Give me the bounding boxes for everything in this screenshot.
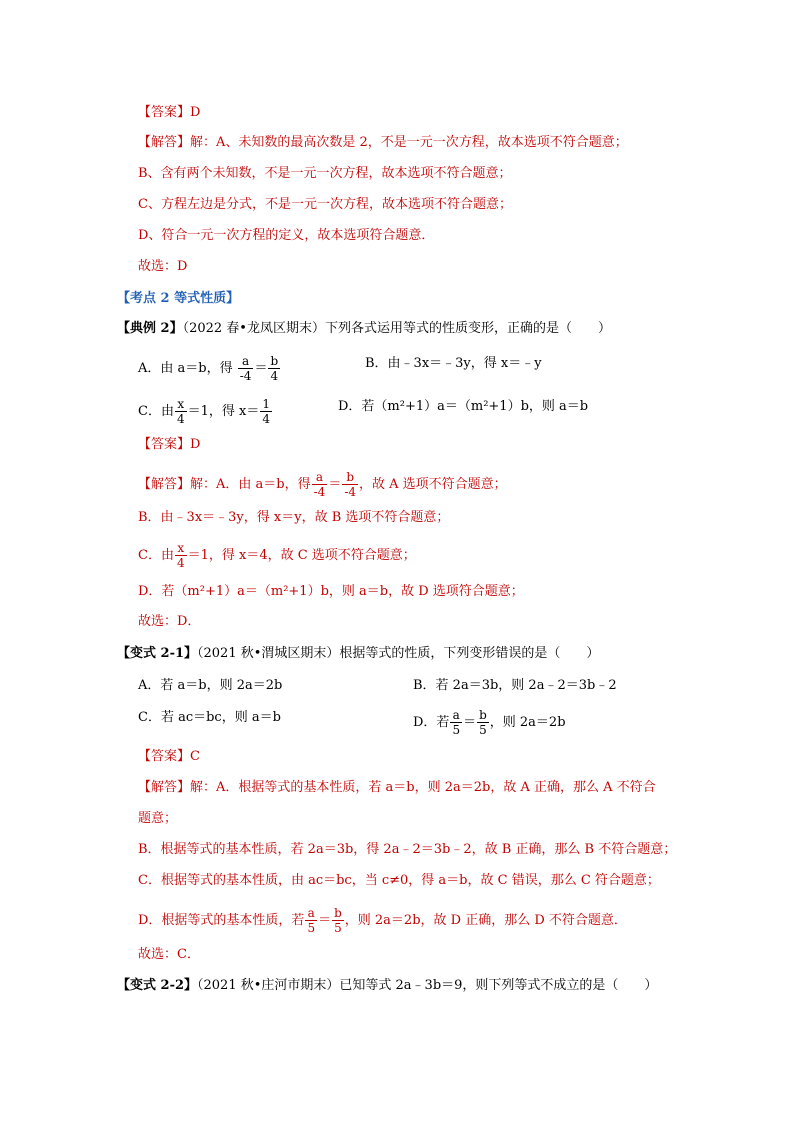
option-a (138, 354, 281, 383)
fraction-denominator: 4 (176, 556, 185, 570)
fraction-denominator: 4 (270, 369, 279, 383)
fraction (332, 906, 344, 935)
conclusion-line: 故选：D． (138, 614, 201, 629)
analysis-line-1 (138, 778, 656, 798)
question-text: （2021 秋•庄河市期末）已知等式 2a﹣3b＝9，则下列等式不成立的是（ ） (197, 978, 658, 993)
analysis-text: 解：A．由 a＝b，得 (190, 477, 311, 492)
fraction-denominator: 5 (452, 723, 461, 737)
fraction (260, 397, 272, 426)
option-b: B．由﹣3x＝﹣3y，得 x＝﹣y (365, 356, 542, 371)
answer-value: D (190, 437, 201, 452)
answer-line (138, 435, 200, 455)
fraction-denominator: -4 (313, 485, 326, 499)
question-stem (117, 976, 657, 996)
fraction (342, 470, 358, 499)
question-label: 【变式 2-2】 (117, 978, 198, 993)
fraction-denominator: 4 (262, 412, 270, 426)
fraction-numerator: a (305, 906, 317, 921)
analysis-text: ，则 2a＝2b，故 D 正确，那么 D 不符合题意． (344, 913, 627, 928)
fraction-denominator: 5 (307, 921, 316, 935)
fraction (477, 708, 489, 737)
analysis-line-2: B．根据等式的基本性质，若 2a＝3b，得 2a﹣2＝3b﹣2，故 B 正确，那么 B 不符合题意； (138, 842, 677, 857)
option-c: C．若 ac＝bc，则 a＝b (138, 710, 281, 725)
fraction (175, 397, 187, 426)
analysis-line-2: B、含有两个未知数，不是一元一次方程，故本选项不符合题意； (138, 166, 512, 181)
fraction-numerator: b (342, 470, 358, 485)
option-c (138, 397, 273, 426)
answer-value: D (190, 105, 201, 120)
fraction (312, 470, 328, 499)
answer-label: 【答案】 (138, 749, 191, 764)
fraction-denominator: -4 (239, 369, 252, 383)
fraction-numerator: b (270, 354, 279, 368)
section-heading: 【考点 2 等式性质】 (117, 291, 240, 306)
analysis-line-4 (138, 906, 627, 935)
equals-sign: ＝ (318, 913, 332, 928)
fraction-denominator: 4 (176, 412, 185, 426)
question-text: （2021 秋•渭城区期末）根据等式的性质，下列变形错误的是（ ） (197, 646, 600, 661)
fraction-numerator: b (479, 708, 487, 722)
analysis-text: D．根据等式的基本性质，若 (138, 913, 305, 928)
answer-value: C (190, 749, 200, 764)
fraction-denominator: 5 (479, 723, 487, 737)
option-b: B．若 2a＝3b，则 2a﹣2＝3b﹣2 (413, 678, 617, 693)
question-stem (117, 319, 611, 339)
answer-label: 【答案】 (138, 105, 191, 120)
analysis-line-3 (138, 541, 416, 570)
option-a: A．若 a＝b，则 2a＝2b (138, 678, 283, 693)
answer-line (138, 103, 200, 123)
analysis-line-3: C、方程左边是分式，不是一元一次方程，故本选项不符合题意； (138, 197, 512, 212)
equals-sign: ＝ (463, 715, 477, 730)
question-stem (117, 644, 599, 664)
analysis-text: 解：A．根据等式的基本性质，若 a＝b，则 2a＝2b，故 A 正确，那么 A 不符合 (190, 780, 656, 795)
answer-line (138, 747, 200, 767)
fraction (238, 354, 254, 383)
conclusion-line: 故选：D (138, 259, 188, 274)
fraction-denominator: 5 (334, 921, 342, 935)
option-a-text: A．由 a＝b，得 (138, 361, 233, 376)
answer-label: 【答案】 (138, 437, 191, 452)
analysis-text: 解：A、未知数的最高次数是 2，不是一元一次方程，故本选项不符合题意； (190, 135, 628, 150)
fraction-denominator: -4 (344, 485, 357, 499)
fraction-numerator: 1 (262, 397, 270, 411)
analysis-line-2: B．由﹣3x＝﹣3y，得 x＝y，故 B 选项不符合题意； (138, 510, 450, 525)
conclusion-line: 故选：C． (138, 947, 200, 962)
analysis-line-3: C．根据等式的基本性质，由 ac＝bc，当 c≠0，得 a＝b，故 C 错误，那么 C 符合题意； (138, 873, 660, 888)
fraction (450, 708, 462, 737)
option-d: D．若（m²+1）a＝（m²+1）b，则 a＝b (338, 399, 589, 414)
analysis-label: 【解答】 (138, 780, 191, 795)
fraction (175, 541, 187, 570)
question-label: 【典例 2】 (117, 321, 183, 336)
option-d (413, 708, 566, 737)
fraction-numerator: a (312, 470, 328, 485)
analysis-line-4: D、符合一元一次方程的定义，故本选项符合题意． (138, 228, 435, 243)
analysis-line-4: D．若（m²+1）a＝（m²+1）b，则 a＝b，故 D 选项符合题意； (138, 584, 524, 599)
option-d-text: D．若 (413, 715, 450, 730)
analysis-line-1 (138, 133, 628, 153)
fraction-numerator: a (238, 354, 254, 369)
question-label: 【变式 2-1】 (117, 646, 198, 661)
analysis-line-1b: 题意； (138, 811, 178, 826)
option-d-text: ，则 2a＝2b (489, 715, 566, 730)
fraction-numerator: x (175, 541, 187, 556)
analysis-text: C．由 (138, 548, 174, 563)
fraction (305, 906, 317, 935)
question-text: （2022 春•龙凤区期末）下列各式运用等式的性质变形，正确的是（ ） (182, 321, 611, 336)
analysis-label: 【解答】 (138, 135, 191, 150)
analysis-line-1 (138, 470, 507, 499)
fraction-numerator: a (450, 708, 462, 723)
fraction-numerator: b (334, 906, 342, 920)
analysis-text: ，故 A 选项不符合题意； (359, 477, 507, 492)
option-c-text: C．由 (138, 404, 174, 419)
analysis-label: 【解答】 (138, 477, 191, 492)
fraction (268, 354, 280, 383)
option-c-mid: ＝1，得 x＝ (187, 404, 260, 419)
equals-sign: ＝ (254, 361, 268, 376)
fraction-numerator: x (175, 397, 187, 412)
analysis-text: ＝1，得 x＝4，故 C 选项不符合题意； (187, 548, 416, 563)
equals-sign: ＝ (328, 477, 342, 492)
